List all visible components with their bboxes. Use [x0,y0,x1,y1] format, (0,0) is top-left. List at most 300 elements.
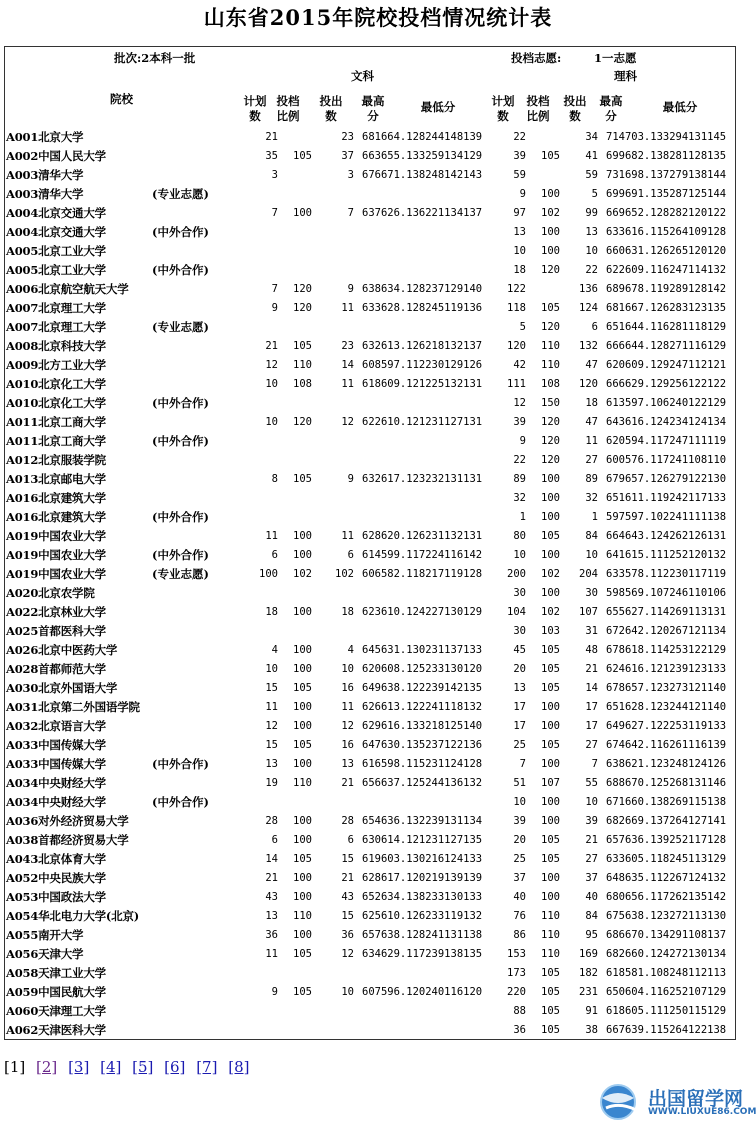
page-link-4[interactable]: [4] [100,1058,122,1076]
table-row [6,869,734,888]
wen-scores: 633628.128245119136 [362,302,483,314]
wen-ratio: 100 [293,834,312,846]
li-ratio: 100 [541,587,560,599]
table-row [6,565,734,584]
wen-out: 7 [347,207,354,219]
wen-out: 16 [341,682,354,694]
wen-ratio: 100 [293,207,312,219]
wen-out: 15 [341,853,354,865]
page-link-2[interactable]: [2] [36,1058,58,1076]
wen-ratio: 100 [293,720,312,732]
li-plan: 9 [519,188,526,200]
admission-note: (中外合作) [152,396,209,410]
li-out: 1 [591,511,598,523]
li-ratio: 102 [541,207,560,219]
li-out: 231 [579,986,598,998]
li-out: 11 [585,435,598,447]
school-name: A056天津大学 [6,947,84,961]
wen-out: 11 [341,378,354,390]
li-ratio: 105 [541,853,560,865]
li-scores: 618605.111250115129 [606,1005,727,1017]
wen-out: 13 [341,758,354,770]
li-ratio: 100 [541,473,560,485]
table-row [6,812,734,831]
li-out: 21 [585,834,598,846]
wen-out: 18 [341,606,354,618]
li-scores: 680656.117262135142 [606,891,727,903]
li-scores: 651628.123244121140 [606,701,727,713]
li-ratio: 110 [541,359,560,371]
wen-plan: 12 [265,720,278,732]
wen-plan: 21 [265,131,278,143]
table-row [6,128,734,147]
li-plan: 20 [513,834,526,846]
li-ratio: 102 [541,606,560,618]
table-row [6,432,734,451]
li-out: 39 [585,815,598,827]
wen-scores: 654636.132239131134 [362,815,483,827]
li-out: 47 [585,416,598,428]
li-ratio: 100 [541,815,560,827]
li-plan: 45 [513,644,526,656]
wen-plan: 6 [271,834,278,846]
school-name: A055南开大学 [6,928,84,942]
school-column-header: 院校 [110,92,133,106]
wen-scores: 623610.124227130129 [362,606,483,618]
li-section-label: 理科 [614,69,637,83]
table-row [6,489,734,508]
li-low-header: 最低分 [662,100,698,114]
wen-out: 36 [341,929,354,941]
wen-out: 16 [341,739,354,751]
table-row [6,679,734,698]
li-scores: 651611.119242117133 [606,492,727,504]
wen-scores: 630614.121231127135 [362,834,483,846]
li-plan: 20 [513,663,526,675]
wen-plan: 10 [265,378,278,390]
wen-ratio: 100 [293,872,312,884]
wen-plan: 14 [265,853,278,865]
li-plan: 80 [513,530,526,542]
admission-note: (中外合作) [152,225,209,239]
school-name: A059中国民航大学 [6,985,106,999]
table-row [6,584,734,603]
school-name: A003清华大学 [6,168,84,182]
wen-ratio-header: 投档比例 [276,94,300,123]
table-row [6,641,734,660]
school-name: A004北京交通大学 [6,225,106,239]
wen-plan: 9 [271,302,278,314]
pagination [4,1058,255,1076]
wen-out: 12 [341,948,354,960]
li-plan: 118 [507,302,526,314]
li-ratio: 105 [541,967,560,979]
wen-scores: 607596.120240116120 [362,986,483,998]
wen-out: 9 [347,283,354,295]
wen-ratio: 100 [293,549,312,561]
table-row [6,983,734,1002]
li-out: 55 [585,777,598,789]
table-row [6,603,734,622]
li-ratio: 100 [541,492,560,504]
wen-plan: 21 [265,872,278,884]
wen-ratio: 110 [293,777,312,789]
li-out: 48 [585,644,598,656]
li-out: 41 [585,150,598,162]
li-scores: 651644.116281118129 [606,321,727,333]
li-ratio: 105 [541,682,560,694]
wen-out: 37 [341,150,354,162]
wen-out: 6 [347,834,354,846]
wen-scores: 676671.138248142143 [362,169,483,181]
li-out: 17 [585,701,598,713]
wen-scores: 628617.120219139139 [362,872,483,884]
li-plan: 97 [513,207,526,219]
li-plan: 25 [513,739,526,751]
site-logo [596,1082,756,1122]
li-scores: 686670.134291108137 [606,929,727,941]
li-out: 59 [585,169,598,181]
wen-ratio: 105 [293,473,312,485]
li-plan: 173 [507,967,526,979]
li-ratio: 100 [541,701,560,713]
school-name: A002中国人民大学 [6,149,106,163]
li-plan: 104 [507,606,526,618]
wen-ratio: 100 [293,891,312,903]
table-row [6,831,734,850]
page-link-8[interactable]: [8] [228,1058,250,1076]
li-out: 84 [585,910,598,922]
wen-scores: 632617.123232131131 [362,473,483,485]
school-name: A008北京科技大学 [6,339,106,353]
table-row [6,451,734,470]
li-plan: 39 [513,815,526,827]
wen-plan-header: 计划数 [243,94,267,123]
school-name: A036对外经济贸易大学 [6,814,129,828]
school-name: A016北京建筑大学 [6,491,106,505]
wen-out: 102 [335,568,354,580]
school-name: A034中央财经大学 [6,776,106,790]
logo-url: WWW.LIUXUE86.COM [648,1107,756,1117]
li-ratio: 100 [541,891,560,903]
table-row [6,964,734,983]
table-row [6,413,734,432]
li-scores: 597597.102241111138 [606,511,727,523]
wen-plan: 6 [271,549,278,561]
li-out: 47 [585,359,598,371]
li-scores: 655627.114269113131 [606,606,727,618]
wen-plan: 11 [265,701,278,713]
table-row [6,622,734,641]
table-row [6,242,734,261]
school-name: A033中国传媒大学 [6,738,106,752]
school-name: A022北京林业大学 [6,605,106,619]
table-row [6,736,734,755]
table-row [6,204,734,223]
school-name: A038首都经济贸易大学 [6,833,129,847]
li-out: 91 [585,1005,598,1017]
li-ratio: 100 [541,549,560,561]
li-out: 95 [585,929,598,941]
admission-note: (专业志愿) [152,320,209,334]
admission-note: (中外合作) [152,795,209,809]
li-ratio-header: 投档比例 [526,94,550,123]
wen-out: 12 [341,416,354,428]
wen-out: 6 [347,549,354,561]
li-out: 27 [585,853,598,865]
li-ratio: 110 [541,929,560,941]
li-out: 37 [585,872,598,884]
table-row [6,945,734,964]
li-plan: 5 [519,321,526,333]
li-plan: 88 [513,1005,526,1017]
school-name: A003清华大学 [6,187,84,201]
school-name: A060天津理工大学 [6,1004,106,1018]
wen-out: 11 [341,530,354,542]
wen-plan: 19 [265,777,278,789]
wen-plan: 15 [265,739,278,751]
li-plan: 13 [513,226,526,238]
school-name: A032北京语言大学 [6,719,106,733]
li-plan: 40 [513,891,526,903]
li-scores: 682669.137264127141 [606,815,727,827]
table-row [6,185,734,204]
li-plan: 12 [513,397,526,409]
li-ratio: 110 [541,340,560,352]
school-name: A019中国农业大学 [6,529,106,543]
li-out: 124 [579,302,598,314]
li-plan: 17 [513,720,526,732]
school-name: A009北方工业大学 [6,358,106,372]
school-name: A030北京外国语大学 [6,681,118,695]
li-ratio: 100 [541,511,560,523]
wen-out: 15 [341,910,354,922]
li-scores: 643616.124234124134 [606,416,727,428]
school-name: A020北京农学院 [6,586,95,600]
school-name: A016北京建筑大学 [6,510,106,524]
li-plan: 17 [513,701,526,713]
li-scores: 664643.124262126131 [606,530,727,542]
admission-note: (中外合作) [152,434,209,448]
wen-ratio: 100 [293,815,312,827]
li-out: 204 [579,568,598,580]
li-scores: 682660.124272130134 [606,948,727,960]
school-name: A033中国传媒大学 [6,757,106,771]
wen-out: 23 [341,131,354,143]
page-link-5[interactable]: [5] [132,1058,154,1076]
page-title: 山东省2015年院校投档情况统计表 [203,5,553,30]
li-ratio: 110 [541,910,560,922]
wen-scores: 616598.115231124128 [362,758,483,770]
admission-note: (中外合作) [152,757,209,771]
school-name: A026北京中医药大学 [6,643,118,657]
school-name: A052中央民族大学 [6,871,106,885]
li-ratio: 102 [541,568,560,580]
page-link-6[interactable]: [6] [164,1058,186,1076]
li-out: 18 [585,397,598,409]
li-scores: 633605.118245113129 [606,853,727,865]
li-plan-header: 计划数 [491,94,515,123]
li-scores: 671660.138269115138 [606,796,727,808]
wen-out: 14 [341,359,354,371]
li-high-header: 最高分 [599,94,623,123]
wen-scores: 657638.128241131138 [362,929,483,941]
li-out: 89 [585,473,598,485]
li-ratio: 105 [541,739,560,751]
li-scores: 650604.116252107129 [606,986,727,998]
li-scores: 660631.126265120120 [606,245,727,257]
wen-plan: 15 [265,682,278,694]
school-name: A043北京体育大学 [6,852,106,866]
wen-scores: 608597.112230129126 [362,359,483,371]
li-plan: 120 [507,340,526,352]
li-ratio: 100 [541,758,560,770]
li-scores: 679657.126279122130 [606,473,727,485]
admission-note: (中外合作) [152,548,209,562]
table-row [6,166,734,185]
school-name: A019中国农业大学 [6,567,106,581]
wen-ratio: 100 [293,758,312,770]
wen-plan: 11 [265,948,278,960]
li-plan: 153 [507,948,526,960]
li-ratio: 120 [541,264,560,276]
li-ratio: 120 [541,435,560,447]
li-out: 21 [585,663,598,675]
wen-plan: 9 [271,986,278,998]
li-plan: 32 [513,492,526,504]
wen-out: 12 [341,720,354,732]
li-scores: 620609.129247112121 [606,359,727,371]
wen-scores: 626613.122241118132 [362,701,483,713]
wen-ratio: 110 [293,910,312,922]
wen-ratio: 100 [293,606,312,618]
li-scores: 689678.119289128142 [606,283,727,295]
li-ratio: 105 [541,986,560,998]
li-scores: 657636.139252117128 [606,834,727,846]
school-name: A013北京邮电大学 [6,472,106,486]
admission-note: (中外合作) [152,263,209,277]
li-out: 10 [585,245,598,257]
li-plan: 111 [507,378,526,390]
wen-ratio: 105 [293,986,312,998]
wen-plan: 4 [271,644,278,656]
li-plan: 76 [513,910,526,922]
li-ratio: 100 [541,245,560,257]
school-name: A007北京理工大学 [6,301,106,315]
wen-ratio: 105 [293,739,312,751]
li-scores: 618581.108248112113 [606,967,727,979]
table-row [6,850,734,869]
volunteer-label: 投档志愿: [511,51,562,65]
li-ratio: 105 [541,1005,560,1017]
wen-out: 10 [341,663,354,675]
table-row [6,774,734,793]
li-plan: 18 [513,264,526,276]
wen-out: 28 [341,815,354,827]
li-scores: 600576.117241108110 [606,454,727,466]
li-out: 32 [585,492,598,504]
wen-plan: 8 [271,473,278,485]
wen-plan: 10 [265,663,278,675]
li-ratio: 120 [541,454,560,466]
page-current: [1] [4,1058,26,1076]
li-out: 14 [585,682,598,694]
volunteer-value: 1一志愿 [594,51,637,65]
wen-scores: 620608.125233130120 [362,663,483,675]
globe-icon [596,1082,644,1122]
li-ratio: 105 [541,1024,560,1036]
batch-label: 批次:2本科一批 [114,51,196,65]
table-row [6,223,734,242]
li-scores: 649627.122253119133 [606,720,727,732]
wen-scores: 628620.126231132131 [362,530,483,542]
wen-scores: 656637.125244136132 [362,777,483,789]
li-plan: 10 [513,245,526,257]
page-link-7[interactable]: [7] [196,1058,218,1076]
li-plan: 220 [507,986,526,998]
wen-scores: 638634.128237129140 [362,283,483,295]
li-plan: 200 [507,568,526,580]
wen-out: 11 [341,302,354,314]
li-plan: 30 [513,625,526,637]
wen-out: 23 [341,340,354,352]
table-row [6,394,734,413]
table-row [6,470,734,489]
li-ratio: 100 [541,796,560,808]
wen-scores: 629616.133218125140 [362,720,483,732]
li-plan: 22 [513,454,526,466]
li-scores: 613597.106240122129 [606,397,727,409]
wen-plan: 7 [271,283,278,295]
wen-ratio: 105 [293,948,312,960]
page-link-3[interactable]: [3] [68,1058,90,1076]
school-name: A025首都医科大学 [6,624,106,638]
li-ratio: 105 [541,834,560,846]
wen-out: 3 [347,169,354,181]
wen-plan: 12 [265,359,278,371]
li-plan: 7 [519,758,526,770]
wen-plan: 43 [265,891,278,903]
li-ratio: 105 [541,663,560,675]
wen-ratio: 120 [293,302,312,314]
school-name: A011北京工商大学 [6,434,106,448]
school-name: A019中国农业大学 [6,548,106,562]
li-ratio: 105 [541,150,560,162]
table-row [6,755,734,774]
table-row [6,926,734,945]
li-ratio: 108 [541,378,560,390]
li-scores: 598569.107246110106 [606,587,727,599]
admission-note: (专业志愿) [152,187,209,201]
li-plan: 122 [507,283,526,295]
li-out: 84 [585,530,598,542]
wen-out: 9 [347,473,354,485]
table-row [6,888,734,907]
table-row [6,280,734,299]
school-name: A054华北电力大学(北京) [6,909,140,923]
wen-ratio: 110 [293,359,312,371]
logo-text: 出国留学网 [648,1088,744,1110]
li-scores: 678657.123273121140 [606,682,727,694]
table-row [6,698,734,717]
wen-plan: 21 [265,340,278,352]
table-row [6,337,734,356]
li-out: 132 [579,340,598,352]
wen-plan: 36 [265,929,278,941]
li-out: 99 [585,207,598,219]
wen-ratio: 120 [293,283,312,295]
school-name: A058天津工业大学 [6,966,106,980]
